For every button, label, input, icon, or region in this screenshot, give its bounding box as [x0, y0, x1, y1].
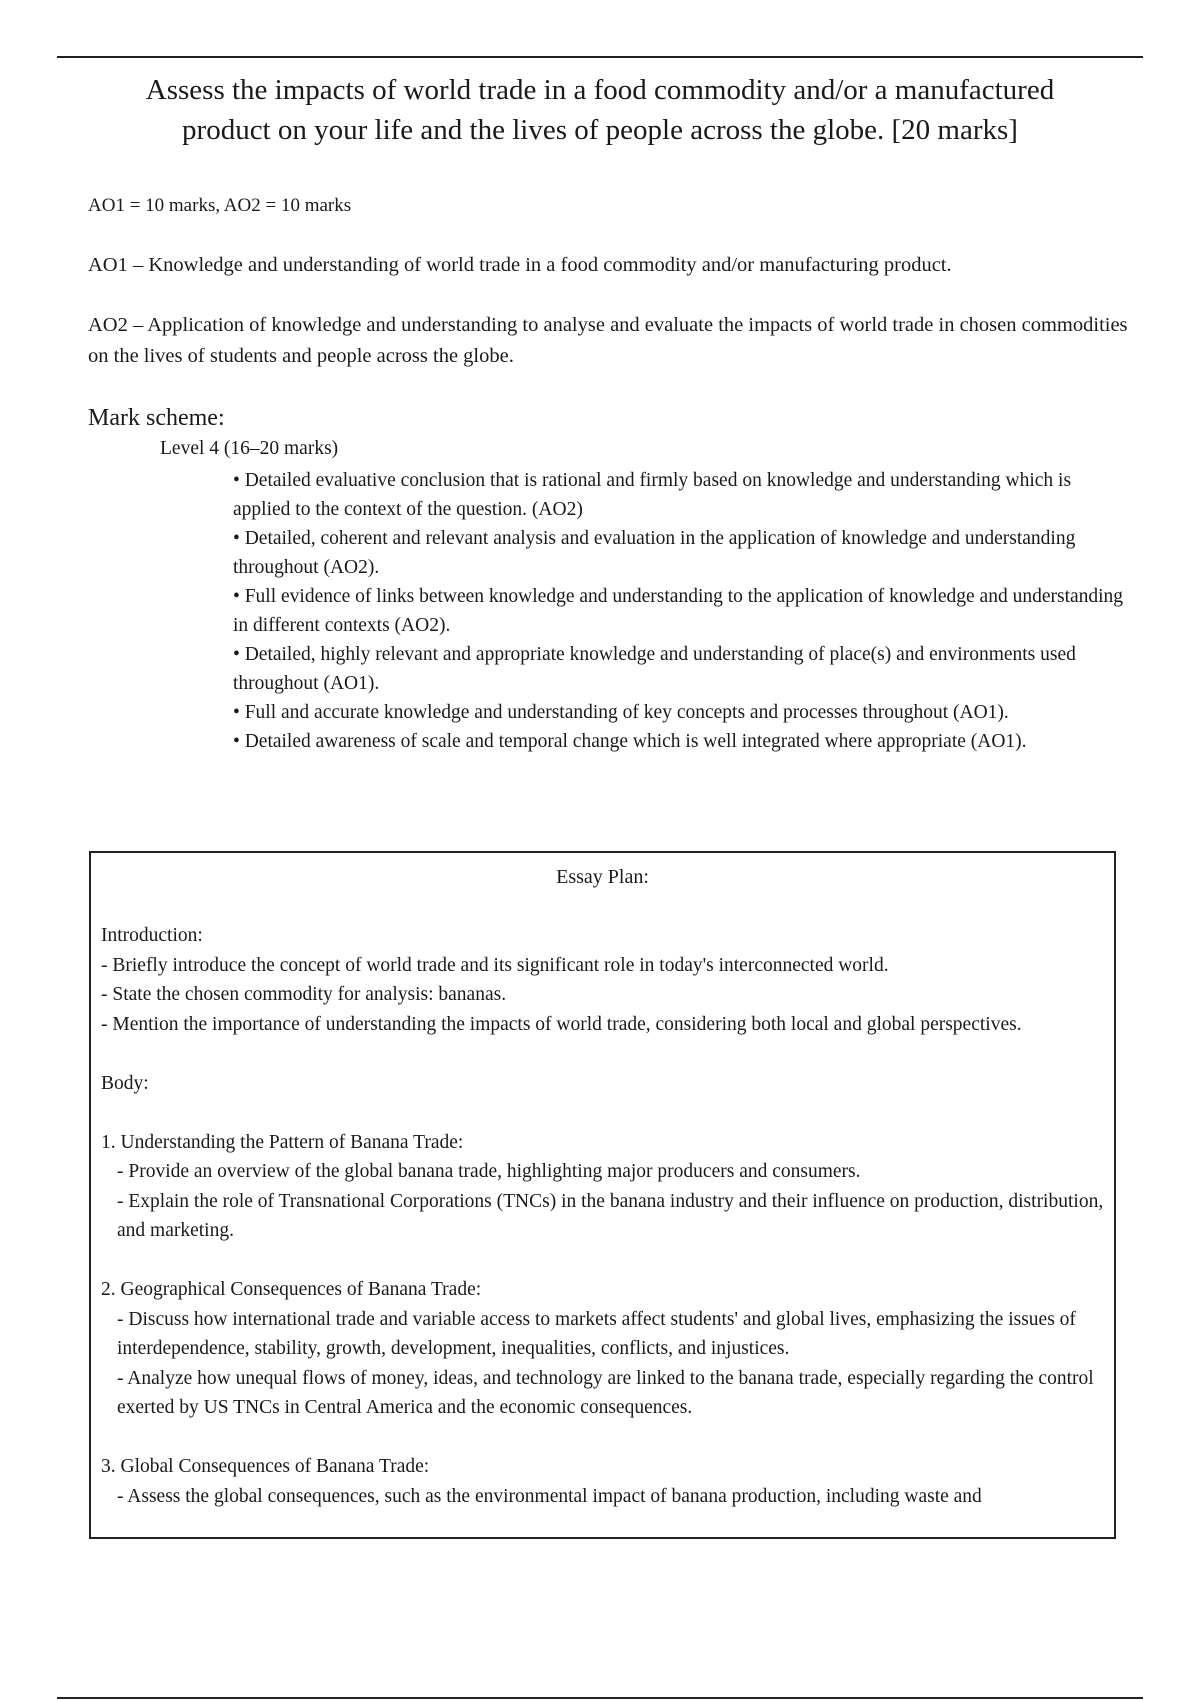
essay-plan-content: [91, 921, 1114, 1511]
criterion-item: • Full and accurate knowledge and understanding of key concepts and processes throughout (AO1).: [233, 702, 1009, 723]
section3-point: - Assess the global consequences, such as the environmental impact of banana production, including waste and: [117, 1485, 982, 1507]
intro-point: - Briefly introduce the concept of world trade and its significant role in today's interconnected world.: [101, 954, 889, 976]
essay-plan-title: Essay Plan:: [556, 866, 649, 888]
criterion-item: • Detailed, highly relevant and appropriate knowledge and understanding of place(s) and environments used throughout (AO1).: [233, 644, 1076, 694]
section2-point: - Discuss how international trade and variable access to markets affect students' and global lives, emphasizing the issues of interdependence, stability, growth, development, inequalities, conflicts, and injustices.: [117, 1308, 1076, 1359]
ao2-description: AO2 – Application of knowledge and understanding to analyse and evaluate the impacts of world trade in chosen commodities on the lives of students and people across the globe.: [88, 314, 1128, 367]
mark-scheme-heading: Mark scheme:: [88, 405, 225, 431]
body-heading: Body:: [101, 1072, 149, 1094]
essay-plan-box: [89, 851, 1116, 1539]
top-rule: [57, 56, 1143, 58]
ao-mark-split: AO1 = 10 marks, AO2 = 10 marks: [88, 195, 352, 216]
intro-point: - Mention the importance of understanding the impacts of world trade, considering both local and global perspectives.: [101, 1013, 1022, 1035]
section1-point: - Explain the role of Transnational Corporations (TNCs) in the banana industry and their influence on production, distribution, and marketing.: [117, 1190, 1104, 1241]
criterion-item: • Full evidence of links between knowledge and understanding to the application of knowledge and understanding in different contexts (AO2).: [233, 586, 1124, 636]
section3-heading: 3. Global Consequences of Banana Trade:: [101, 1456, 430, 1477]
intro-point: - State the chosen commodity for analysis: bananas.: [101, 984, 507, 1005]
section2-heading: 2. Geographical Consequences of Banana Trade:: [101, 1279, 482, 1300]
intro-heading: Introduction:: [101, 925, 203, 946]
ao1-description: AO1 – Knowledge and understanding of world trade in a food commodity and/or manufacturing product.: [88, 254, 952, 276]
section1-point: - Provide an overview of the global banana trade, highlighting major producers and consumers.: [117, 1161, 861, 1182]
bottom-rule: [57, 1697, 1143, 1699]
criterion-item: • Detailed, coherent and relevant analysis and evaluation in the application of knowledge and understanding throughout (AO2).: [233, 528, 1076, 578]
section1-heading: 1. Understanding the Pattern of Banana Trade:: [101, 1131, 464, 1153]
level-4-criteria: [233, 466, 1128, 756]
criterion-item: • Detailed evaluative conclusion that is rational and firmly based on knowledge and understanding which is applied to the context of the question. (AO2): [233, 470, 1072, 520]
section2-point: - Analyze how unequal flows of money, ideas, and technology are linked to the banana trade, especially regarding the control exerted by US TNCs in Central America and the economic consequences.: [117, 1367, 1094, 1418]
page-title: Assess the impacts of world trade in a food commodity and/or a manufactured product on your life and the lives of people across the globe. [20 marks]: [145, 74, 1055, 146]
level-4-heading: Level 4 (16–20 marks): [160, 438, 339, 459]
criterion-item: • Detailed awareness of scale and temporal change which is well integrated where appropriate (AO1).: [233, 731, 1027, 752]
